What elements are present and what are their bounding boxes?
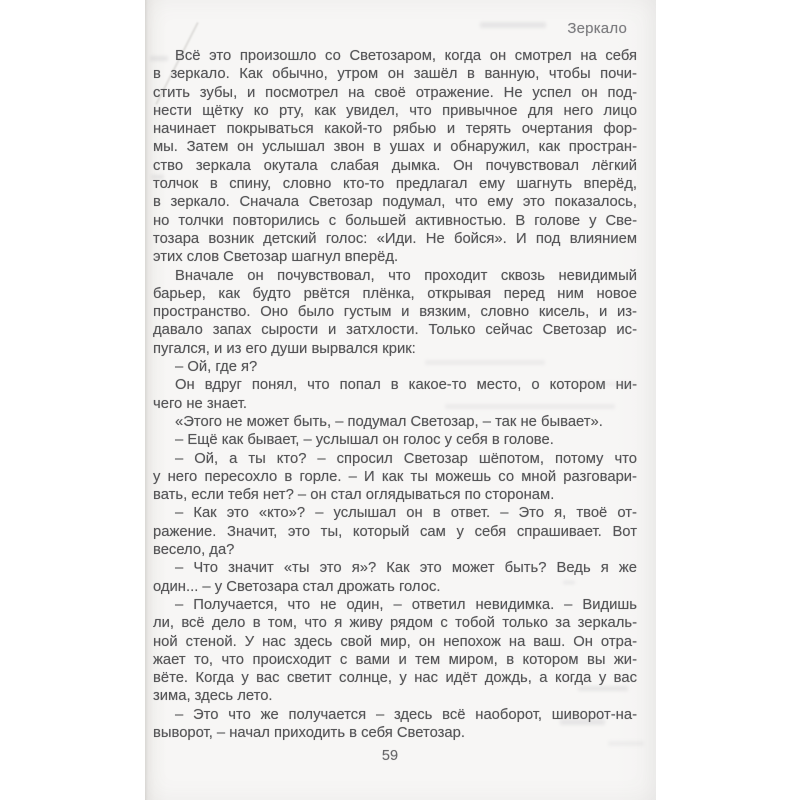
text-line: нести щётку ко рту, как увидел, что привычное для него лицо [153,102,637,119]
text-line: – Ой, а ты кто? – спросил Светозар шёпотом, потому что [175,450,637,467]
text-line: ной стеной. У нас здесь свой мир, он непохож на ваш. Он отра- [153,633,637,650]
text-line: – Ещё как бывает, – услышал он голос у себя в голове. [175,432,554,449]
text-line: давало запах сырости и затхлости. Только сейчас Светозар ис- [153,322,637,339]
bleed-through-artifact [608,741,644,746]
text-line: ражение. Значит, это ты, который сам у себя спрашивает. Вот [153,523,637,540]
text-line: стить зубы, и посмотрел на своё отражение. Не успел он под- [153,84,637,101]
text-line: выворот, – начал приходить в себя Светозар. [153,724,466,741]
book-page [145,0,656,800]
text-line: в зеркало. Сначала Светозар подумал, что ему это показалось, [153,194,637,211]
bleed-through-artifact [563,581,575,584]
paragraph [153,450,637,505]
text-line: у него пересохло в горле. – И как ты можешь со мной разговари- [153,468,637,485]
running-header: Зеркало [567,20,627,37]
text-line: – Это что же получается – здесь всё наоборот, шиворот-на- [175,706,637,723]
text-line: жает то, что происходит с вами и тем миром, в котором вы жи- [153,651,637,668]
paragraph [153,504,637,559]
paragraph [153,358,637,376]
paragraph [153,413,637,431]
bleed-through-artifact [150,56,168,61]
text-line: но толчки повторились с большей активностью. В голове у Све- [153,212,637,229]
text-line: Всё это произошло со Светозаром, когда он смотрел на себя [175,48,637,64]
bleed-through-artifact [445,404,615,409]
text-line: вать, если тебя нет? – он стал оглядываться по сторонам. [153,487,555,504]
text-line: – Ой, где я? [175,359,258,376]
paragraph [153,596,637,706]
text-line: – Как это «кто»? – услышал он в ответ. – Это я, твоё от- [175,505,637,522]
text-line: Он вдруг понял, что попал в какое-то место, о котором ни- [175,377,637,394]
text-line: в зеркало. Как обычно, утром он зашёл в ванную, чтобы почи- [153,66,637,83]
text-line: один... – у Светозара стал дрожать голос. [153,578,441,595]
bleed-through-artifact [560,719,605,725]
text-line: весело, да? [153,542,235,559]
text-line: – Получается, что не один, – ответил невидимка. – Видишь [175,596,637,613]
text-line: ли, всё дело в том, что я живу рядом с тобой только за зеркаль- [153,615,637,632]
text-line: Вначале он почувствовал, что проходит сквозь невидимый [175,267,637,284]
bleed-through-artifact [151,175,164,179]
text-line: вёте. Когда у вас светит солнце, у нас идёт дождь, а когда у вас [153,670,637,687]
text-line: этих слов Светозар шагнул вперёд. [153,249,399,266]
paragraph [153,47,637,267]
text-line: пространство. Оно было густым и вязким, словно кисель, и из- [153,304,637,321]
paragraph [153,267,637,358]
paragraph [153,431,637,449]
bleed-through-artifact [578,686,628,691]
text-line: начинает покрываться какой-то рябью и терять очертания фор- [153,121,637,138]
bleed-through-artifact [480,22,546,28]
bleed-through-artifact [425,360,545,365]
text-line: «Этого не может быть, – подумал Светозар, – так не бывает». [175,413,603,430]
text-line: барьер, как будто рвётся плёнка, открывая перед ним новое [153,285,637,302]
text-line: толчок в спину, словно кто-то предлагал ему шагнуть вперёд, [153,176,637,193]
paragraph [153,559,637,596]
text-line: чего не знает. [153,395,248,412]
text-line: зима, здесь лето. [153,688,273,705]
text-line: ство зеркала окутала слабая дымка. Он почувствовал лёгкий [153,157,637,174]
bleed-through-artifact [575,382,635,386]
text-line: мы. Затем он услышал звон в ушах и обнаружил, как простран- [153,139,637,156]
text-line: тозара возник детский голос: «Иди. Не бойся». И под влиянием [153,230,637,247]
text-block [153,47,637,742]
page-number: 59 [381,748,399,764]
text-line: – Что значит «ты это я»? Как это может быть? Ведь я же [175,560,637,577]
text-line: пугался, и из его души вырвался крик: [153,340,416,357]
